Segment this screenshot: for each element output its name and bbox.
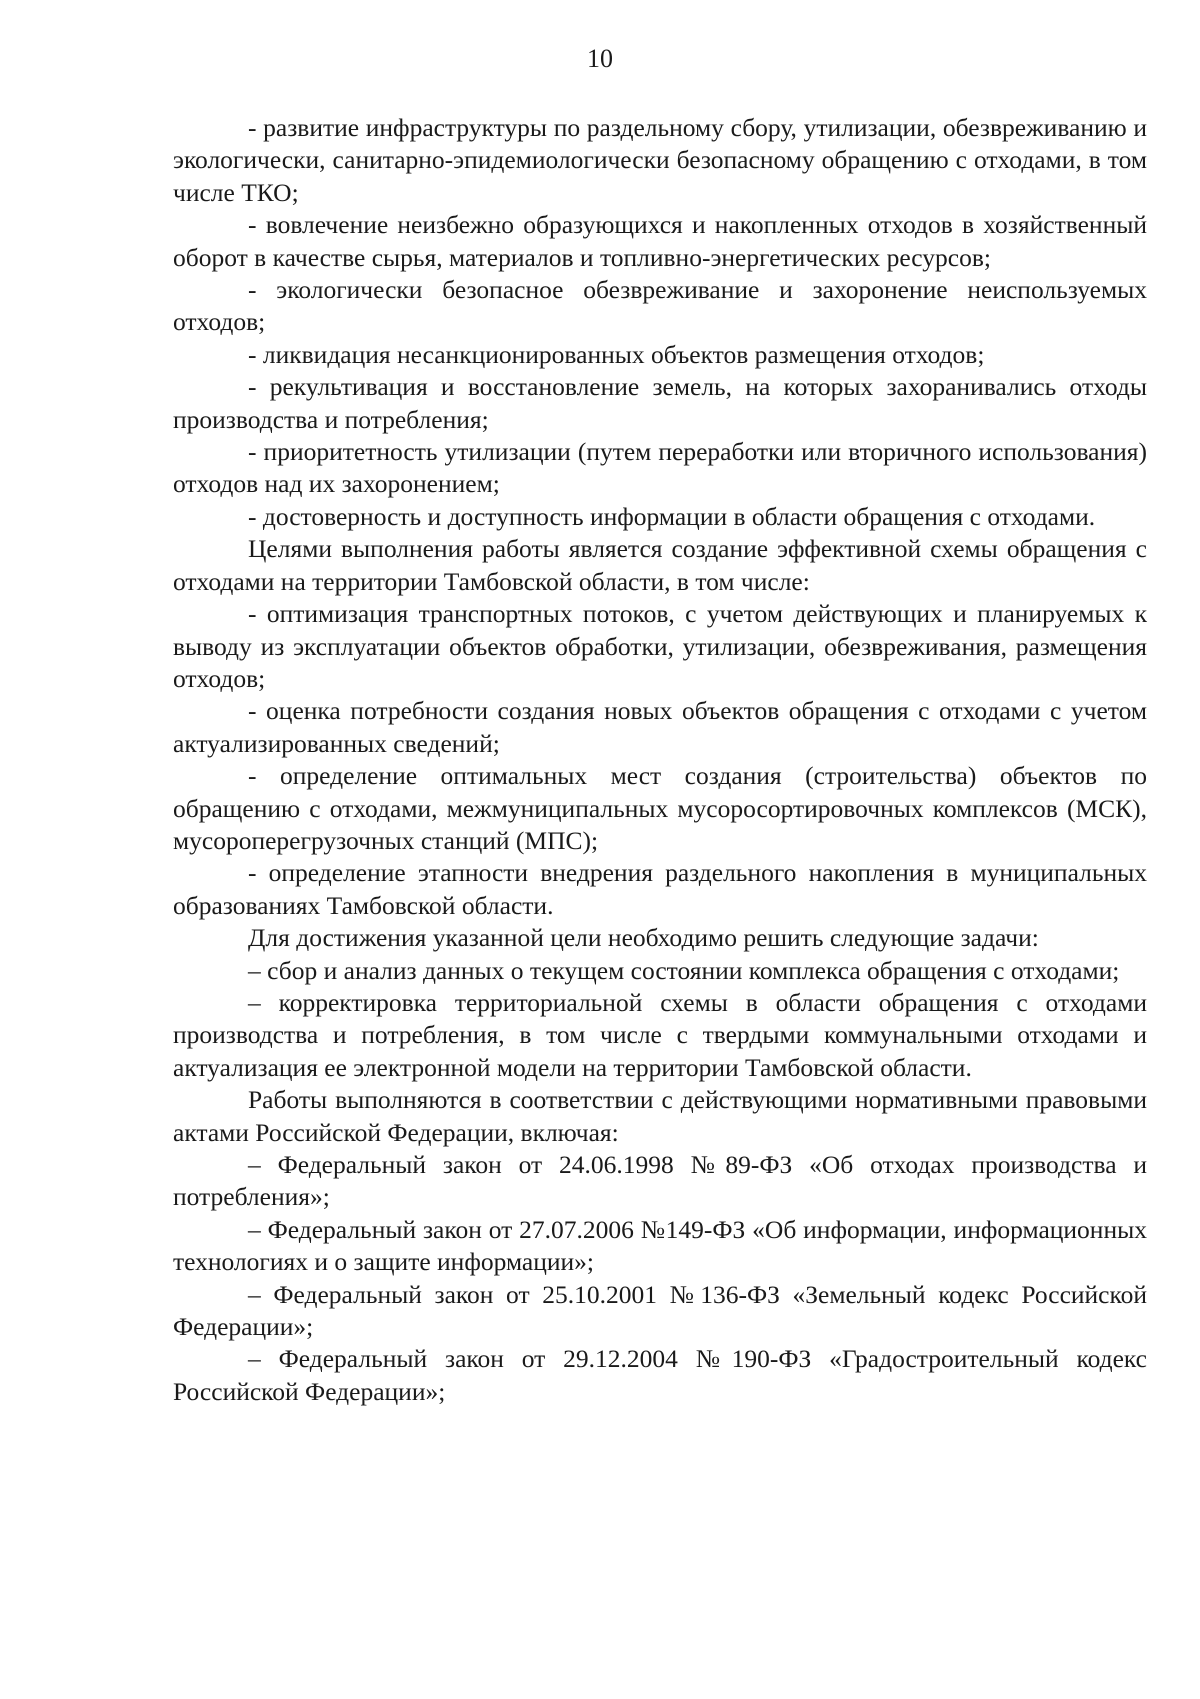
paragraph: Работы выполняются в соответствии с действующими нормативными правовыми актами Российской Федерации, включая:	[173, 1085, 1147, 1147]
list-item: - определение этапности внедрения раздельного накопления в муниципальных образованиях Тамбовской области.	[173, 858, 1147, 920]
list-item: - достоверность и доступность информации в области обращения с отходами.	[248, 501, 1096, 531]
list-item: - экологически безопасное обезвреживание и захоронение неиспользуемых отходов;	[173, 275, 1147, 337]
list-item: – сбор и анализ данных о текущем состоянии комплекса обращения с отходами;	[248, 955, 1120, 985]
list-item: - оценка потребности создания новых объектов обращения с отходами с учетом актуализированных сведений;	[173, 696, 1147, 758]
list-item: – Федеральный закон от 27.07.2006 №149-ФЗ «Об информации, информационных технологиях и о защите информации»;	[173, 1214, 1147, 1277]
list-item: - рекультивация и восстановление земель, на которых захоранивались отходы производства и потребления;	[173, 372, 1147, 434]
list-item: - ликвидация несанкционированных объектов размещения отходов;	[248, 339, 985, 369]
list-item: - развитие инфраструктуры по раздельному сбору, утилизации, обезвреживанию и экологически, санитарно-эпидемиологически безопасному обращению с отходами, в том числе ТКО;	[173, 113, 1147, 207]
list-item: – Федеральный закон от 24.06.1998 №89-ФЗ «Об отходах производства и потребления»;	[173, 1150, 1147, 1212]
list-item: – Федеральный закон от 29.12.2004 №190-ФЗ «Градостроительный кодекс Российской Федерации»;	[173, 1344, 1147, 1406]
list-item: - вовлечение неизбежно образующихся и накопленных отходов в хозяйственный оборот в качестве сырья, материалов и топливно-энергетических ресурсов;	[173, 210, 1147, 272]
list-item: – Федеральный закон от 25.10.2001 №136-ФЗ «Земельный кодекс Российской Федерации»;	[173, 1279, 1147, 1342]
document-body	[173, 112, 1147, 1408]
list-item: - оптимизация транспортных потоков, с учетом действующих и планируемых к выводу из эксплуатации объектов обработки, утилизации, обезвреживания, размещения отходов;	[173, 599, 1147, 693]
page-number: 10	[587, 44, 613, 73]
paragraph: Для достижения указанной цели необходимо решить следующие задачи:	[248, 923, 1039, 953]
paragraph: Целями выполнения работы является создание эффективной схемы обращения с отходами на территории Тамбовской области, в том числе:	[173, 534, 1147, 596]
list-item: – корректировка территориальной схемы в области обращения с отходами производства и потребления, в том числе с твердыми коммунальными отходами и актуализация ее электронной модели на территории Тамбовской области.	[173, 987, 1147, 1082]
list-item: - приоритетность утилизации (путем переработки или вторичного использования) отходов над их захоронением;	[173, 437, 1147, 499]
list-item: - определение оптимальных мест создания (строительства) объектов по обращению с отходами, межмуниципальных мусоросортировочных комплексов (МСК), мусороперегрузочных станций (МПС);	[173, 761, 1147, 855]
